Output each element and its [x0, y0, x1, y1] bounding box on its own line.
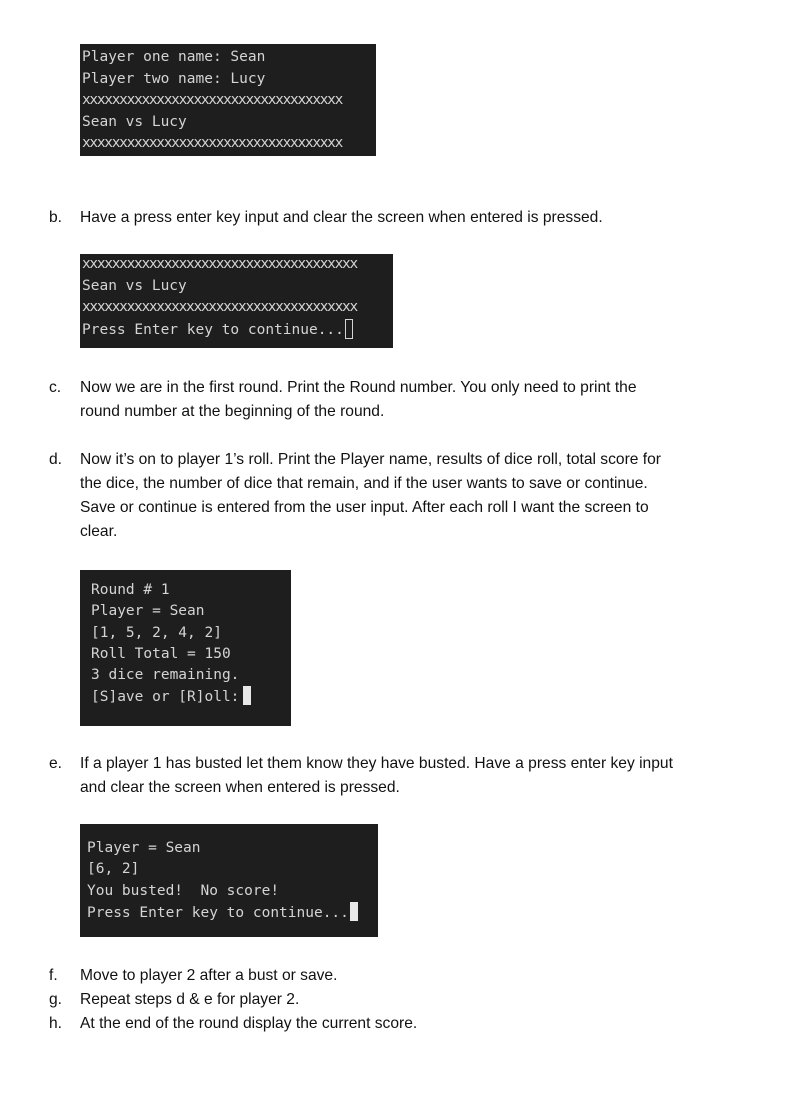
cursor-icon	[243, 686, 251, 705]
terminal-screenshot-roll	[80, 570, 291, 726]
step-text: If a player 1 has busted let them know they have busted. Have a press enter key input	[80, 755, 673, 772]
step-text: Save or continue is entered from the user input. After each roll I want the screen to	[80, 499, 649, 516]
terminal-line: Player two name: Lucy	[82, 70, 266, 87]
step-text: Repeat steps d & e for player 2.	[80, 991, 300, 1008]
step-label: c.	[49, 379, 62, 396]
terminal-line: Press Enter key to continue...	[87, 904, 349, 921]
terminal-line: xxxxxxxxxxxxxxxxxxxxxxxxxxxxxxxxxxxxx	[82, 256, 357, 272]
step-text: the dice, the number of dice that remain, and if the user wants to save or continue.	[80, 475, 648, 492]
step-label: f.	[49, 967, 58, 984]
step-text: Now it’s on to player 1’s roll. Print the Player name, results of dice roll, total score for	[80, 451, 661, 468]
step-h	[49, 1012, 739, 1036]
terminal-line: Player = Sean	[87, 840, 201, 856]
step-text: Have a press enter key input and clear the screen when entered is pressed.	[80, 209, 603, 226]
terminal-line: [S]ave or [R]oll:	[91, 689, 240, 706]
step-c	[49, 376, 739, 424]
terminal-line: Sean vs Lucy	[82, 277, 187, 294]
step-label: b.	[49, 209, 63, 226]
step-label: h.	[49, 1015, 63, 1032]
terminal-line: Sean vs Lucy	[82, 113, 187, 130]
terminal-line: [1, 5, 2, 4, 2]	[91, 624, 222, 641]
step-text: round number at the beginning of the round.	[80, 403, 385, 420]
terminal-screenshot-bust	[80, 824, 378, 937]
step-label: g.	[49, 991, 63, 1008]
terminal-line: Roll Total = 150	[91, 645, 231, 662]
terminal-line: You busted! No score!	[87, 882, 280, 899]
terminal-line: Round # 1	[91, 582, 170, 598]
terminal-line: Press Enter key to continue...	[82, 321, 344, 338]
cursor-icon	[350, 902, 358, 921]
terminal-line: xxxxxxxxxxxxxxxxxxxxxxxxxxxxxxxxxxxxx	[82, 299, 357, 315]
step-text: Move to player 2 after a bust or save.	[80, 967, 338, 984]
step-e	[49, 752, 739, 800]
terminal-line: [6, 2]	[87, 861, 140, 878]
step-label: e.	[49, 755, 63, 772]
step-text: and clear the screen when entered is pressed.	[80, 779, 400, 796]
cursor-icon	[345, 319, 353, 339]
step-text: Now we are in the first round. Print the Round number. You only need to print the	[80, 379, 637, 396]
step-g	[49, 988, 739, 1012]
step-b	[49, 206, 739, 230]
terminal-line: Player = Sean	[91, 603, 205, 620]
terminal-line: Player one name: Sean	[82, 49, 266, 65]
terminal-line: xxxxxxxxxxxxxxxxxxxxxxxxxxxxxxxxxxx	[82, 92, 343, 108]
step-f	[49, 964, 739, 988]
terminal-screenshot-press-enter	[80, 254, 393, 348]
step-d	[49, 448, 739, 544]
step-text: clear.	[80, 523, 118, 540]
terminal-line: 3 dice remaining.	[91, 667, 240, 684]
step-label: d.	[49, 451, 63, 468]
terminal-line: xxxxxxxxxxxxxxxxxxxxxxxxxxxxxxxxxxx	[82, 135, 343, 151]
step-text: At the end of the round display the current score.	[80, 1015, 418, 1032]
terminal-screenshot-names	[80, 44, 376, 156]
